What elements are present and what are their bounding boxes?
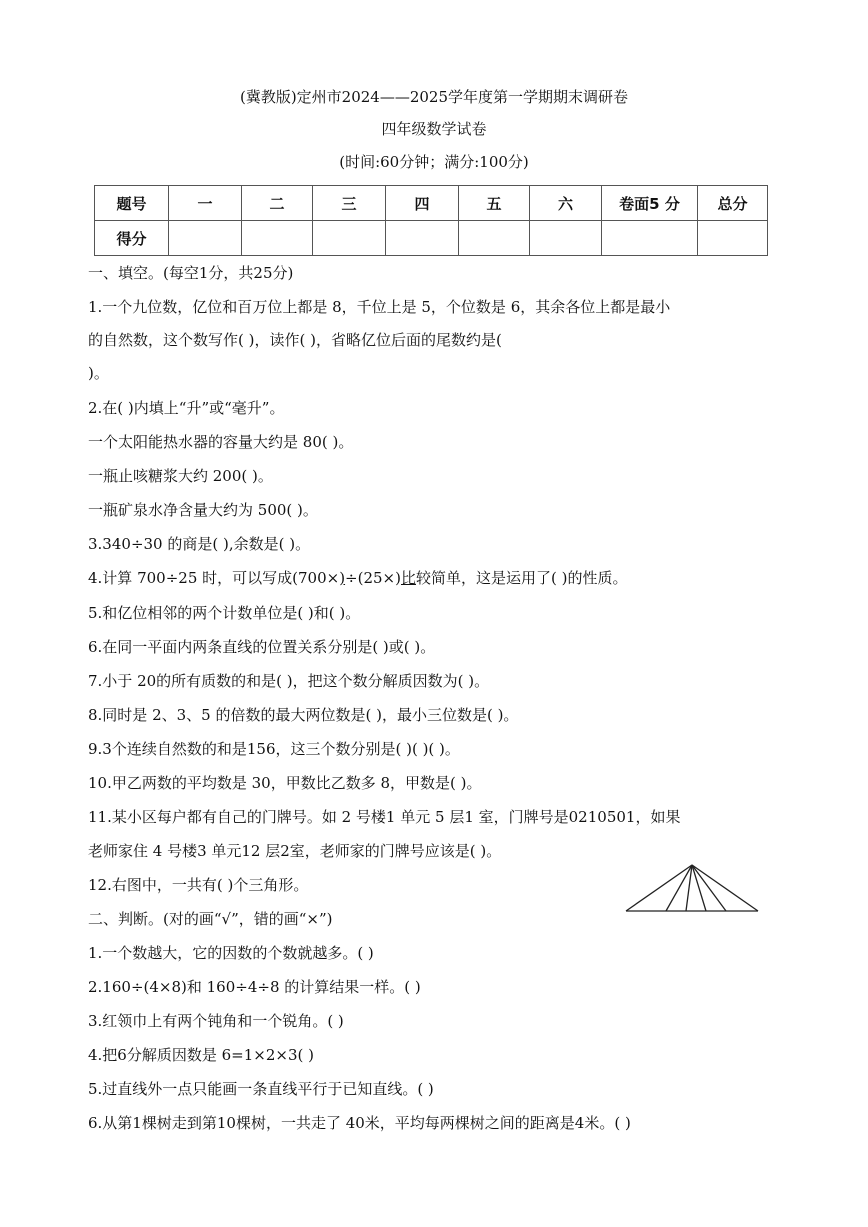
judgment-line: 3.红领巾上有两个钝角和一个锐角。( ) <box>88 1012 344 1030</box>
judgment-line: 1.一个数越大，它的因数的个数就越多。( ) <box>88 944 374 962</box>
score-cell[interactable] <box>242 221 313 256</box>
exam-title: (冀教版)定州市2024——2025学年度第一学期期末调研卷 <box>239 88 629 106</box>
q4-text-mid: ÷(25×) <box>345 569 401 587</box>
score-table <box>94 185 768 256</box>
question-line: )。 <box>88 364 109 382</box>
judgment-line: 2.160÷(4×8)和 160÷4÷8 的计算结果一样。( ) <box>88 978 421 996</box>
score-cell[interactable] <box>313 221 386 256</box>
question-line: 一瓶矿泉水净含量大约为 500( )。 <box>88 501 318 519</box>
score-cell[interactable] <box>530 221 602 256</box>
question-line: 一瓶止咳糖浆大约 200( )。 <box>88 467 273 485</box>
score-cell[interactable] <box>698 221 768 256</box>
score-header-cell: 四 <box>386 186 459 221</box>
exam-time-info: (时间:60分钟；满分:100分) <box>339 153 529 171</box>
question-line: 老师家住 4 号楼3 单元12 层2室，老师家的门牌号应该是( )。 <box>88 842 502 860</box>
score-header-cell: 一 <box>169 186 242 221</box>
question-line: 的自然数，这个数写作( )，读作( )，省略亿位后面的尾数约是( <box>88 331 502 349</box>
score-header-cell: 六 <box>530 186 602 221</box>
score-header-cell: 三 <box>313 186 386 221</box>
score-cell[interactable] <box>386 221 459 256</box>
question-line: 1.一个九位数，亿位和百万位上都是 8，千位上是 5，个位数是 6，其余各位上都是最小 <box>88 298 671 316</box>
score-cell[interactable] <box>169 221 242 256</box>
question-line: 12.右图中，一共有( )个三角形。 <box>88 876 309 894</box>
score-cell[interactable] <box>602 221 698 256</box>
question-line: 3.340÷30 的商是( ),余数是( )。 <box>88 535 311 553</box>
question-line: 9.3个连续自然数的和是156，这三个数分别是( )( )( )。 <box>88 740 460 758</box>
score-cell[interactable] <box>459 221 530 256</box>
section2-title: 二、判断。(对的画“√”，错的画“×”) <box>88 910 333 928</box>
score-header-cell: 卷面5 分 <box>602 186 698 221</box>
score-header-cell: 二 <box>242 186 313 221</box>
judgment-line: 6.从第1棵树走到第10棵树，一共走了 40米，平均每两棵树之间的距离是4米。( ) <box>88 1114 631 1132</box>
score-table-score-row <box>95 221 768 256</box>
question-line: 5.和亿位相邻的两个计数单位是( )和( )。 <box>88 604 361 622</box>
score-header-cell: 总分 <box>698 186 768 221</box>
question-line: 2.在( )内填上“升”或“毫升”。 <box>88 399 285 417</box>
score-header-cell: 五 <box>459 186 530 221</box>
question-line: 6.在同一平面内两条直线的位置关系分别是( )或( )。 <box>88 638 436 656</box>
question-line: 11.某小区每户都有自己的门牌号。如 2 号楼1 单元 5 层1 室，门牌号是0210501，如果 <box>88 808 681 826</box>
question-4-line <box>88 567 627 588</box>
question-line: 一个太阳能热水器的容量大约是 80( )。 <box>88 433 354 451</box>
score-table-header-row <box>95 186 768 221</box>
score-header-cell: 题号 <box>95 186 169 221</box>
q4-text-end: 较简单，这是运用了( )的性质。 <box>416 569 628 587</box>
q4-underlined-char: 比 <box>400 569 416 587</box>
score-row-label: 得分 <box>95 221 169 256</box>
question-line: 10.甲乙两数的平均数是 30，甲数比乙数多 8，甲数是( )。 <box>88 774 482 792</box>
q4-underlined-paren: ) <box>339 569 346 587</box>
question-line: 7.小于 20的所有质数的和是( )，把这个数分解质因数为( )。 <box>88 672 490 690</box>
question-line: 8.同时是 2、3、5 的倍数的最大两位数是( )，最小三位数是( )。 <box>88 706 519 724</box>
q4-text-start: 4.计算 700÷25 时，可以写成(700× <box>88 569 340 587</box>
judgment-line: 5.过直线外一点只能画一条直线平行于已知直线。( ) <box>88 1080 434 1098</box>
section1-title: 一、填空。(每空1分，共25分) <box>88 264 294 282</box>
exam-subtitle: 四年级数学试卷 <box>381 120 487 138</box>
triangle-figure-icon <box>622 862 762 914</box>
judgment-line: 4.把6分解质因数是 6=1×2×3( ) <box>88 1046 314 1064</box>
